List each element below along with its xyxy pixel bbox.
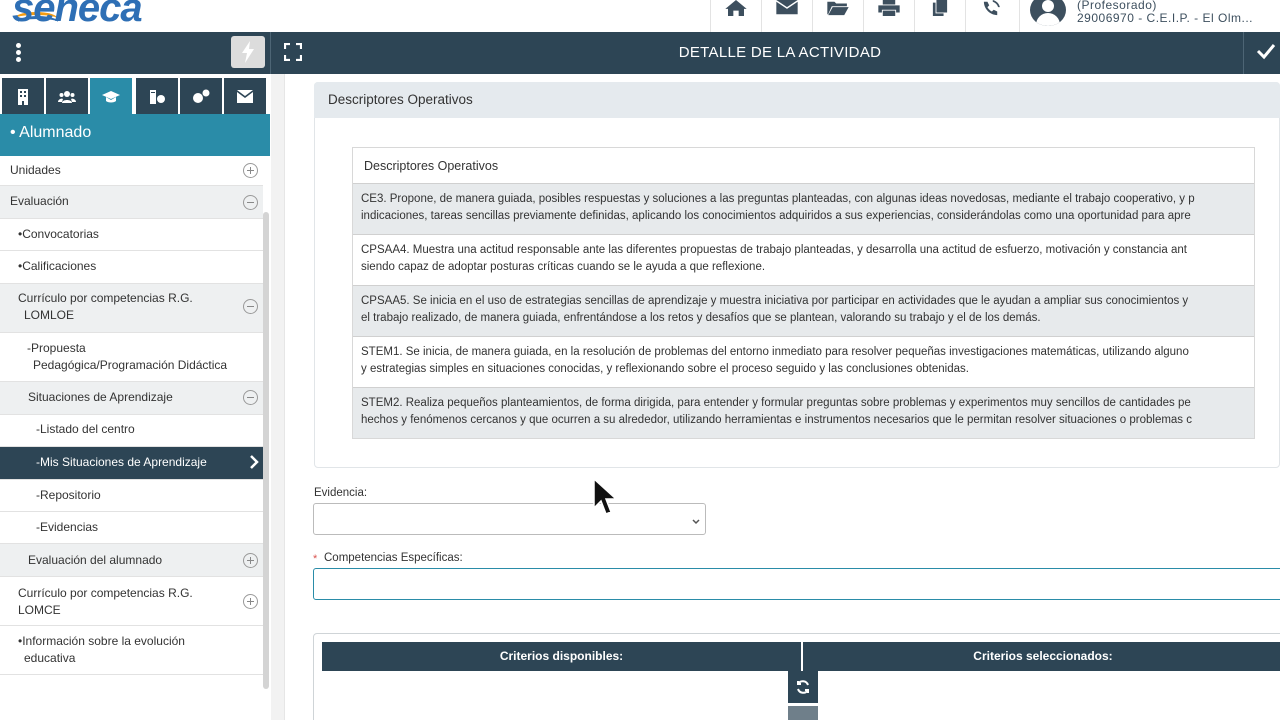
tab-alumnado[interactable] [90, 78, 132, 116]
sidebar-item-situaciones-aprendizaje[interactable]: Situaciones de Aprendizaje [0, 382, 263, 415]
menu-kebab-icon[interactable] [12, 43, 24, 63]
expand-plus-icon[interactable] [243, 163, 258, 178]
main-left-strip [271, 74, 285, 720]
user-box[interactable] [1019, 0, 1280, 32]
tab-settings[interactable] [180, 78, 222, 116]
user-role: (Profesorado) [1077, 0, 1157, 12]
criterios-disponibles-header: Criterios disponibles: [322, 642, 801, 671]
confirm-check-icon[interactable] [1256, 41, 1276, 61]
table-row[interactable]: STEM1. Se inicia, de manera guiada, en la resolución de problemas del entorno inmediato para resolver pequeñas investigaciones matemáticas, utilizando alguno y estrategias simples en situaciones conocidas, y reflexionando sobre el proceso seguido y las conclusiones obtenidas. [353, 337, 1255, 388]
tab-book-settings[interactable] [136, 78, 178, 116]
graduation-cap-icon [102, 89, 120, 105]
folder-icon[interactable] [812, 0, 863, 32]
competencias-label: Competencias Específicas: [324, 552, 463, 564]
tab-users[interactable] [46, 78, 88, 116]
table-row[interactable]: STEM2. Realiza pequeños planteamientos, de forma dirigida, para entender y formular preguntas sobre problemas y experimentos muy sencillos de cantidades pe hechos y fenómenos cercanos y que ocurren a su alrededor, utilizando herramientas e instrumentos necesarios que le permitan resolver situaciones o problemas c [353, 388, 1255, 439]
book-gear-icon [148, 89, 166, 105]
seneca-logo[interactable]: seneca [12, 0, 142, 30]
sidebar [0, 74, 270, 720]
collapse-minus-icon[interactable] [243, 299, 258, 314]
sidebar-item-calificaciones[interactable]: •Calificaciones [0, 251, 263, 284]
descriptores-table [352, 147, 1255, 439]
top-icon-bar [710, 0, 1016, 32]
descriptores-table-title: Descriptores Operativos [364, 159, 499, 173]
sidebar-item-curriculo-lomce[interactable]: Currículo por competencias R.G. LOMCE [0, 577, 263, 626]
competencias-input[interactable] [313, 568, 1280, 600]
chevron-right-icon [249, 455, 259, 469]
table-row[interactable]: CPSAA4. Muestra una actitud responsable ante las diferentes propuestas de trabajo planteadas, y desarrolla una actitud de esfuerzo, motivación y constancia ant siendo capaz de adoptar posturas críticas cuando se le ayuda a que reflexione. [353, 235, 1255, 286]
evidencia-select[interactable] [313, 503, 706, 535]
sidebar-menu [0, 156, 263, 675]
sidebar-scrollbar[interactable] [263, 212, 269, 689]
sidebar-section-title: • Alumnado [0, 114, 270, 156]
top-header [0, 0, 1280, 32]
table-row[interactable]: CE3. Propone, de manera guiada, posibles respuestas y soluciones a las preguntas planteadas, con algunas ideas novedosas, mediante el trabajo cooperativo, y p indicaciones, tareas sencillas previamente definidas, aplicando los conocimientos adquiridos a sus experiencias, considerándolas como una oportunidad para apre [353, 184, 1255, 235]
descriptores-panel-title: Descriptores Operativos [328, 92, 473, 107]
avatar[interactable] [1030, 0, 1066, 26]
sidebar-item-propuesta-pedagogica[interactable]: -Propuesta Pedagógica/Programación Didáctica [0, 333, 263, 382]
required-mark: * [313, 553, 318, 565]
sidebar-item-curriculo-lomloe[interactable]: Currículo por competencias R.G. LOMLOE [0, 284, 263, 333]
page-title: DETALLE DE LA ACTIVIDAD [678, 44, 882, 61]
building-icon [14, 89, 32, 105]
expand-icon[interactable] [284, 43, 302, 61]
home-icon[interactable] [710, 0, 761, 32]
sidebar-item-evaluacion[interactable]: Evaluación [0, 186, 263, 219]
sidebar-item-convocatorias[interactable]: •Convocatorias [0, 219, 263, 251]
lightning-icon [240, 41, 256, 63]
sidebar-item-mis-situaciones[interactable]: -Mis Situaciones de Aprendizaje [0, 447, 263, 480]
refresh-button[interactable] [788, 671, 818, 703]
user-center: 29006970 - C.E.I.P. - El Olm... [1077, 11, 1254, 25]
expand-plus-icon[interactable] [243, 594, 258, 609]
print-icon[interactable] [863, 0, 914, 32]
copy-icon[interactable] [914, 0, 965, 32]
tab-building[interactable] [2, 78, 44, 116]
tab-messages[interactable] [224, 78, 266, 116]
sidebar-item-evaluacion-alumnado[interactable]: Evaluación del alumnado [0, 544, 263, 577]
mail-icon[interactable] [761, 0, 812, 32]
descriptores-table-header [353, 148, 1255, 184]
sidebar-tabs [0, 76, 270, 116]
sidebar-item-evidencias[interactable]: -Evidencias [0, 512, 263, 544]
chevron-down-icon [692, 515, 700, 523]
evidencia-label: Evidencia: [314, 487, 368, 499]
expand-plus-icon[interactable] [243, 553, 258, 568]
phone-icon[interactable] [965, 0, 1016, 32]
move-button[interactable] [788, 706, 818, 720]
table-row[interactable]: CPSAA5. Se inicia en el uso de estrategias sencillas de aprendizaje y muestra iniciativa por participar en actividades que le ayudan a ampliar sus conocimientos y el trabajo realizado, de manera guiada, enfrentándose a los retos y desafíos que se plantean, valorando su trabajo y el de los demás. [353, 286, 1255, 337]
collapse-minus-icon[interactable] [243, 195, 258, 210]
refresh-icon [796, 680, 810, 694]
lightning-button[interactable] [231, 36, 265, 68]
envelope-icon [236, 89, 254, 105]
sidebar-item-unidades[interactable]: Unidades [0, 156, 263, 186]
sidebar-item-informacion-evolucion[interactable]: •Información sobre la evolución educativa [0, 626, 263, 675]
sidebar-item-repositorio[interactable]: -Repositorio [0, 480, 263, 512]
sidebar-item-listado-centro[interactable]: -Listado del centro [0, 415, 263, 447]
cogs-icon [192, 89, 210, 105]
mouse-cursor-icon [592, 478, 618, 518]
users-icon [58, 89, 76, 105]
collapse-minus-icon[interactable] [243, 390, 258, 405]
criterios-seleccionados-header: Criterios seleccionados: [803, 642, 1280, 671]
